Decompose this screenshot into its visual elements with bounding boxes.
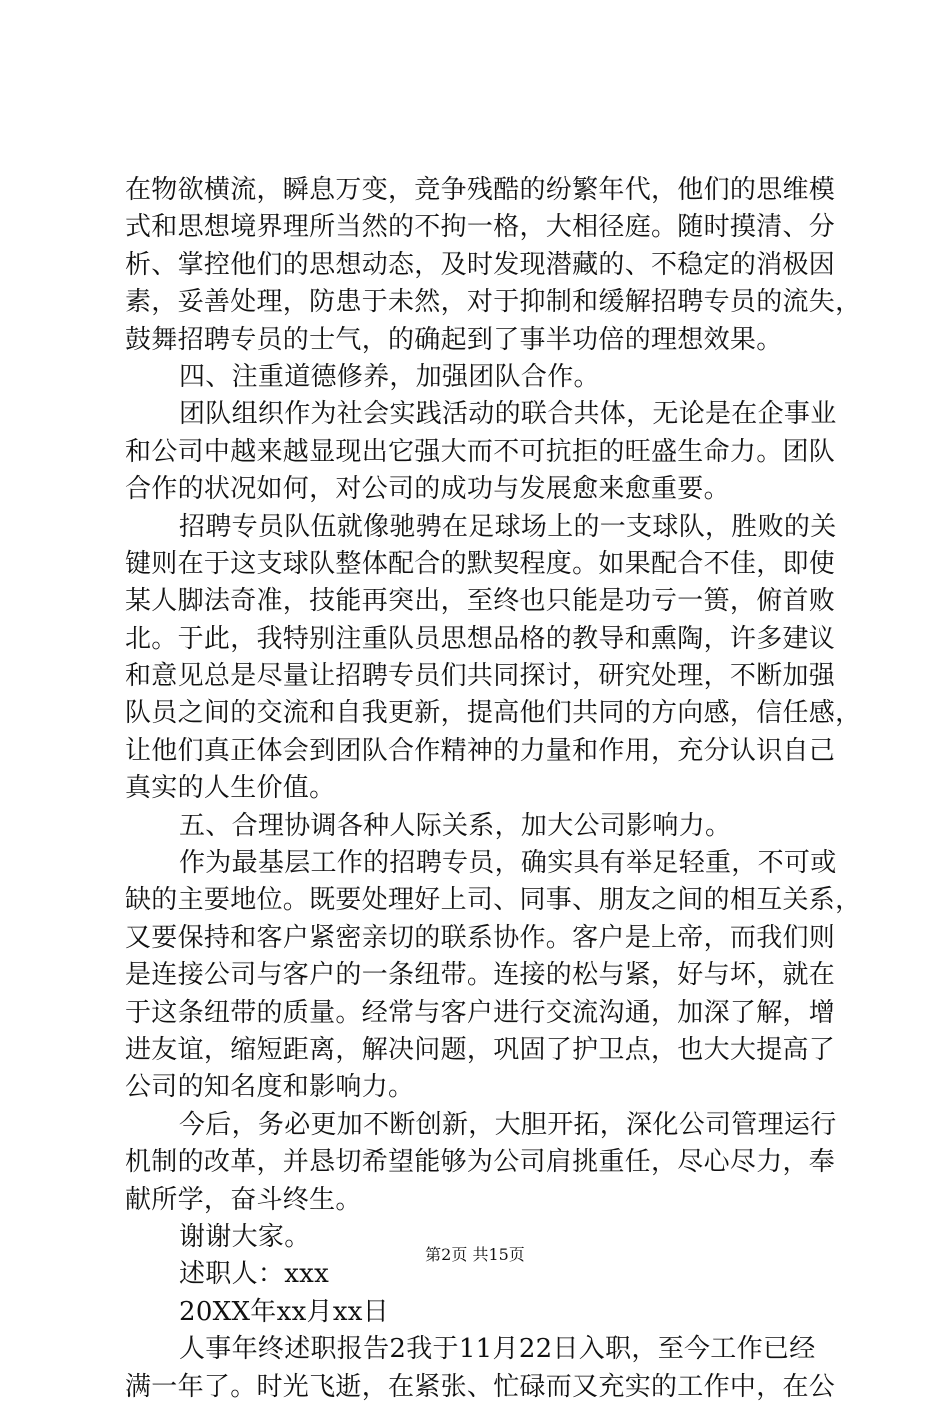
text-line: 式和思想境界理所当然的不拘一格，大相径庭。随时摸清、分 bbox=[125, 212, 836, 243]
text-line: 队员之间的交流和自我更新，提高他们共同的方向感，信任感， bbox=[125, 698, 862, 729]
document-body bbox=[125, 172, 862, 1406]
text-line: 北。于此，我特别注重队员思想品格的教导和熏陶，许多建议 bbox=[125, 623, 836, 654]
text-line: 是连接公司与客户的一条纽带。连接的松与紧，好与坏，就在 bbox=[125, 960, 836, 991]
text-line: 四、注重道德修养，加强团队合作。 bbox=[179, 361, 600, 392]
text-line: 又要保持和客户紧密亲切的联系协作。客户是上帝，而我们则 bbox=[125, 922, 836, 953]
text-line: 人事年终述职报告2我于11月22日入职，至今工作已经 bbox=[179, 1334, 816, 1365]
page-footer: 第2页 共15页 bbox=[425, 1245, 525, 1264]
text-line: 和公司中越来越显现出它强大而不可抗拒的旺盛生命力。团队 bbox=[125, 436, 836, 467]
text-line: 于这条纽带的质量。经常与客户进行交流沟通，加深了解，增 bbox=[125, 997, 836, 1028]
text-line: 和意见总是尽量让招聘专员们共同探讨，研究处理，不断加强 bbox=[125, 661, 836, 692]
text-line: 析、掌控他们的思想动态，及时发现潜藏的、不稳定的消极因 bbox=[125, 249, 836, 280]
text-line: 进友谊，缩短距离，解决问题，巩固了护卫点，也大大提高了 bbox=[125, 1034, 836, 1065]
text-line: 作为最基层工作的招聘专员，确实具有举足轻重，不可或 bbox=[179, 848, 837, 879]
text-line: 满一年了。时光飞逝，在紧张、忙碌而又充实的工作中，在公 bbox=[125, 1371, 836, 1402]
text-line: 述职人：xxx bbox=[179, 1259, 330, 1290]
text-line: 合作的状况如何，对公司的成功与发展愈来愈重要。 bbox=[125, 474, 730, 505]
text-line: 公司的知名度和影响力。 bbox=[125, 1072, 415, 1103]
text-line: 在物欲横流，瞬息万变，竞争残酷的纷繁年代，他们的思维模 bbox=[125, 175, 836, 205]
text-line: 鼓舞招聘专员的士气，的确起到了事半功倍的理想效果。 bbox=[125, 324, 783, 355]
text-line: 献所学，奋斗终生。 bbox=[125, 1184, 362, 1215]
text-line: 素，妥善处理，防患于未然，对于抑制和缓解招聘专员的流失， bbox=[125, 287, 862, 318]
text-line: 缺的主要地位。既要处理好上司、同事、朋友之间的相互关系， bbox=[125, 885, 862, 916]
text-line: 20XX年xx月xx日 bbox=[179, 1296, 390, 1327]
text-line: 团队组织作为社会实践活动的联合共体，无论是在企事业 bbox=[179, 399, 837, 430]
text-line: 真实的人生价值。 bbox=[125, 773, 336, 804]
text-line: 五、合理协调各种人际关系，加大公司影响力。 bbox=[179, 810, 732, 841]
text-line: 机制的改革，并恳切希望能够为公司肩挑重任，尽心尽力，奉 bbox=[125, 1147, 836, 1178]
text-line: 某人脚法奇准，技能再突出，至终也只能是功亏一篑，俯首败 bbox=[125, 586, 836, 617]
text-line: 谢谢大家。 bbox=[179, 1221, 311, 1252]
text-line: 键则在于这支球队整体配合的默契程度。如果配合不佳，即使 bbox=[125, 548, 836, 579]
text-line: 让他们真正体会到团队合作精神的力量和作用，充分认识自己 bbox=[125, 735, 836, 766]
text-line: 招聘专员队伍就像驰骋在足球场上的一支球队，胜败的关 bbox=[179, 511, 837, 542]
text-line: 今后，务必更加不断创新，大胆开拓，深化公司管理运行 bbox=[179, 1109, 837, 1140]
